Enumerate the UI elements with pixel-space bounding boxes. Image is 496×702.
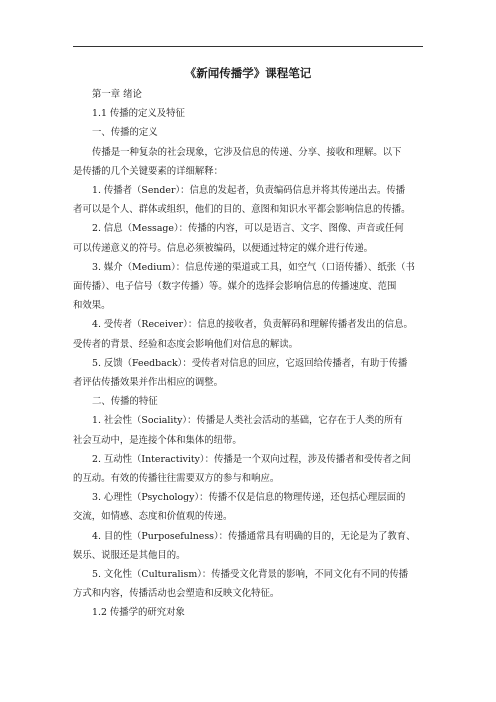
text-line: 5. 文化性（Culturalism）：传播受文化背景的影响，不同文化有不同的传播 (92, 569, 409, 581)
text-line: 2. 信息（Message）：传播的内容，可以是语言、文字、图像、声音或任何 (92, 223, 404, 235)
text-line: 第一章 绪论 (92, 89, 142, 100)
text-line: 1.1 传播的定义及特征 (92, 108, 185, 120)
text-line: 3. 媒介（Medium）：信息传递的渠道或工具，如空气（口语传播）、纸张（书 (92, 261, 415, 273)
text-line: 3. 心理性（Psychology）：传播不仅是信息的物理传递，还包括心理层面的 (92, 492, 406, 504)
text-line: 1. 社会性（Sociality）：传播是人类社会活动的基础，它存在于人类的所有 (92, 415, 403, 427)
text-line: 1.2 传播学的研究对象 (92, 607, 185, 619)
text-line: 2. 互动性（Interactivity）：传播是一个双向过程，涉及传播者和受传者之间 (92, 453, 411, 465)
document-title: 《新闻传播学》课程笔记 (184, 66, 312, 80)
text-line: 交流，如情感、态度和价值观的传递。 (73, 511, 233, 523)
text-line: 1. 传播者（Sender）：信息的发起者，负责编码信息并将其传递出去。传播 (92, 185, 406, 197)
text-line: 者评估传播效果并作出相应的调整。 (73, 377, 224, 389)
text-line: 传播是一种复杂的社会现象，它涉及信息的传递、分享、接收和理解。以下 (92, 146, 402, 158)
text-line: 娱乐、说服还是其他目的。 (73, 549, 186, 561)
text-line: 可以传递意义的符号。信息必须被编码，以便通过特定的媒介进行传递。 (73, 242, 374, 254)
text-line: 是传播的几个关键要素的详细解释： (73, 165, 224, 177)
document-body (73, 64, 423, 623)
text-line: 面传播）、电子信号（数字传播）等。媒介的选择会影响信息的传播速度、范围 (73, 281, 397, 293)
header-rule (73, 46, 423, 47)
text-line: 二、传播的特征 (92, 396, 158, 408)
text-lines (73, 85, 423, 623)
text-line: 4. 目的性（Purposefulness）：传播通常具有明确的目的，无论是为了教育、 (92, 530, 416, 542)
text-line: 者可以是个人、群体或组织，他们的目的、意图和知识水平都会影响信息的传播。 (73, 204, 411, 216)
text-line: 方式和内容，传播活动也会塑造和反映文化特征。 (73, 588, 280, 600)
text-line: 5. 反馈（Feedback）：受传者对信息的回应，它返回给传播者，有助于传播 (92, 357, 408, 369)
text-line: 受传者的背景、经验和态度会影响他们对信息的解读。 (73, 338, 299, 350)
text-line: 社会互动中，是连接个体和集体的纽带。 (73, 434, 242, 446)
text-line: 4. 受传者（Receiver）：信息的接收者，负责解码和理解传播者发出的信息。 (92, 319, 413, 331)
text-line: 的互动。有效的传播往往需要双方的参与和响应。 (73, 473, 280, 485)
text-line: 一、传播的定义 (92, 127, 158, 139)
text-line: 和效果。 (73, 300, 111, 312)
